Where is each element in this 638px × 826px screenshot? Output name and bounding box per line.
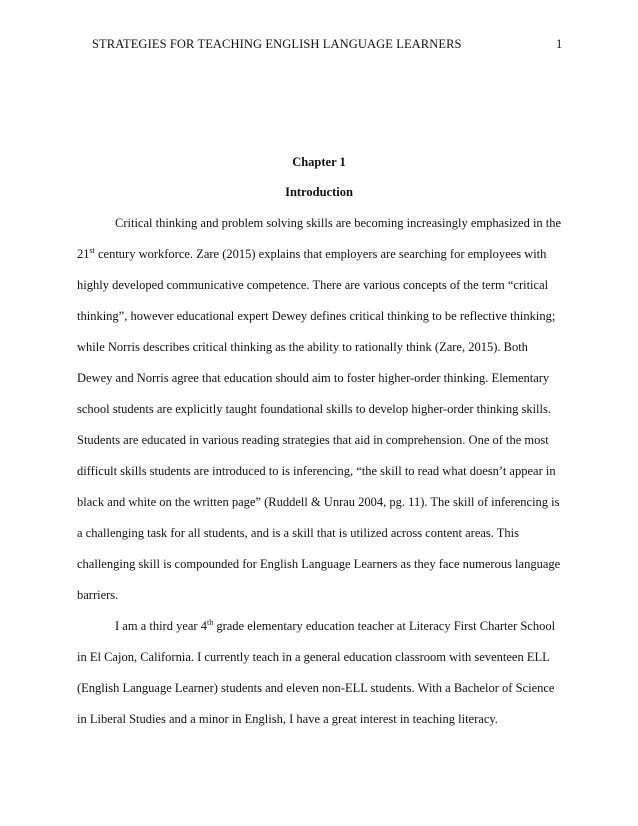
- paragraph-1-line-13: barriers.: [77, 588, 119, 602]
- paragraph-1-line-12: challenging skill is compounded for English Language Learners as they face numerous language: [77, 557, 561, 571]
- section-title: Introduction: [285, 185, 353, 199]
- paragraph-2-line-1: [115, 617, 555, 635]
- paragraph-2-line-3: (English Language Learner) students and eleven non-ELL students. With a Bachelor of Science: [77, 681, 555, 695]
- line-text: century workforce. Zare (2015) explains that employers are searching for employees with: [94, 247, 547, 261]
- paragraph-1-line-2: [77, 245, 546, 263]
- page-number: 1: [556, 37, 563, 51]
- century-number: 21: [77, 247, 90, 261]
- paragraph-1-line-5: while Norris describes critical thinking as the ability to rationally think (Zare, 2015). Both: [77, 340, 528, 354]
- paragraph-1-line-10: black and white on the written page” (Ruddell & Unrau 2004, pg. 11). The skill of inferencing is: [77, 495, 560, 509]
- paragraph-1-line-3: highly developed communicative competence. There are various concepts of the term “critical: [77, 278, 549, 292]
- ordinal-suffix: th: [206, 617, 214, 627]
- line-text: grade elementary education teacher at Literacy First Charter School: [213, 619, 556, 633]
- paragraph-1-line-9: difficult skills students are introduced to is inferencing, “the skill to read what doesn’t appear in: [77, 464, 556, 478]
- ordinal-suffix: st: [89, 245, 95, 255]
- paragraph-1-line-7: school students are explicitly taught foundational skills to develop higher-order thinking skills.: [77, 402, 551, 416]
- paragraph-2-line-2: in El Cajon, California. I currently teach in a general education classroom with seventeen ELL: [77, 650, 550, 664]
- paragraph-1-line-6: Dewey and Norris agree that education should aim to foster higher-order thinking. Elementary: [77, 371, 550, 385]
- paragraph-1-line-8: Students are educated in various reading strategies that aid in comprehension. One of the most: [77, 433, 549, 447]
- paragraph-2-line-4: in Liberal Studies and a minor in English, I have a great interest in teaching literacy.: [77, 712, 498, 726]
- line-text: I am a third year 4: [115, 619, 207, 633]
- running-head: STRATEGIES FOR TEACHING ENGLISH LANGUAGE LEARNERS: [92, 37, 462, 51]
- chapter-label: Chapter 1: [292, 155, 346, 169]
- paragraph-1-line-1: Critical thinking and problem solving skills are becoming increasingly emphasized in the: [115, 216, 562, 230]
- paragraph-1-line-11: a challenging task for all students, and is a skill that is utilized across content areas. This: [77, 526, 520, 540]
- paragraph-1-line-4: thinking”, however educational expert Dewey defines critical thinking to be reflective thinking;: [77, 309, 556, 323]
